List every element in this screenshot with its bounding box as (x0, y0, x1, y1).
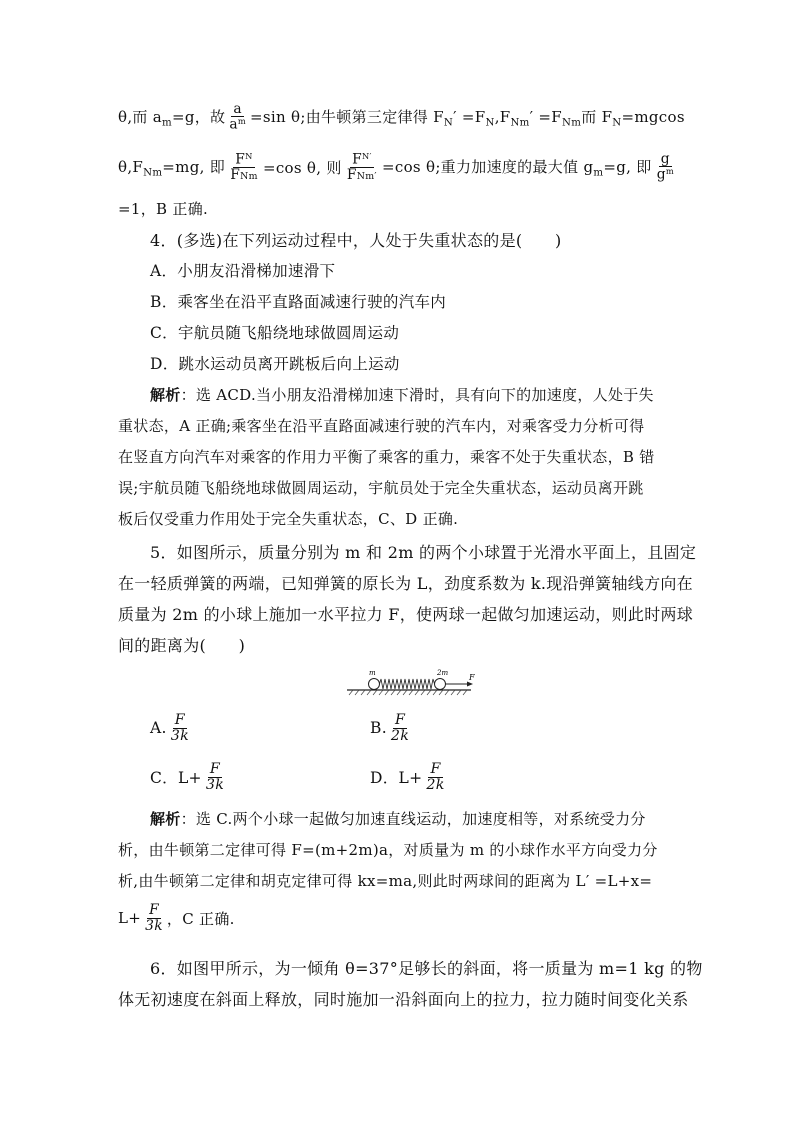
question-5-stem-line-2: 在一轻质弹簧的两端，已知弹簧的原长为 L，劲度系数为 k.现沿弹簧轴线方向在 (118, 573, 693, 593)
question-4-option-d: D．跳水运动员离开跳板后向上运动 (150, 355, 400, 373)
ground-hatching (349, 690, 467, 695)
spring (380, 679, 435, 689)
figure-label-F: F (469, 673, 475, 682)
ball-2m (435, 679, 446, 690)
question-5-explanation-line-1: 解析 ：选 C.两个小球一起做匀加速直线运动，加速度相等，对系统受力分 (150, 809, 646, 828)
question-4-option-c: C．宇航员随飞船绕地球做圆周运动 (150, 324, 400, 342)
question-4-stem: 4．(多选)在下列运动过程中，人处于失重状态的是( ) (150, 230, 562, 250)
question-5-option-b: B. $\frac{F}{2k}$ (370, 711, 410, 744)
jiexi-label: 解析 (150, 809, 181, 828)
question-5-explanation-line-4: L+ $\frac{F}{3k}$ ，C 正确. (118, 902, 235, 934)
question-5-explanation-line-3: 析,由牛顿第二定律和胡克定律可得 kx=ma,则此时两球间的距离为 L′ =L+x= (118, 871, 653, 890)
fraction-fn-prime-over-fnm-prime: $\frac{F^{N'}}{\text{FNm′}}$ (346, 150, 377, 183)
question-4-explanation-line-1: 解析 ：选 ACD.当小朋友沿滑梯加速下滑时，具有向下的加速度，人处于失 (150, 385, 654, 404)
question-6-stem-line-2: 体无初速度在斜面上释放，同时施加一沿斜面向上的拉力，拉力随时间变化关系 (118, 989, 689, 1009)
fraction-a-over-am: $\frac{a}{a^m}$ (229, 100, 247, 133)
solution-continuation-line-1: θ,而 $a_m=g$，故 $\frac{a}{a^m}$ =sin θ;由牛顿第三定律得 $F_N' =F_N,F_{Nm}' =F_{Nm}$ 而 $F_N=mgcos$ (118, 100, 685, 133)
jiexi-label: 解析 (150, 385, 181, 404)
question-4-option-b: B．乘客坐在沿平直路面减速行驶的汽车内 (150, 293, 447, 311)
force-arrowhead-icon (467, 682, 473, 687)
question-5-stem-line-4: 间的距离为( ) (118, 635, 246, 655)
question-4-explanation-line-3: 在竖直方向汽车对乘客的作用力平衡了乘客的重力，乘客不处于失重状态，B 错 (118, 447, 655, 466)
question-4-option-a: A．小朋友沿滑梯加速滑下 (150, 262, 336, 280)
question-5-explanation-line-2: 析，由牛顿第二定律可得 F=(m+2m)a，对质量为 m 的小球作水平方向受力分 (118, 840, 658, 859)
question-5-option-d: D．L+ $\frac{F}{2k}$ (370, 760, 445, 793)
figure-label-2m: 2m (437, 669, 449, 677)
fraction-g-over-gm: $\frac{g}{g^m}$ (656, 150, 674, 183)
solution-continuation-line-2: $\theta,F_{Nm}=mg$, 即 $\frac{F^N}{\text{FNm}}$ =cos θ, 则 $\frac{F^{N'}}{\text{FNm′}}$ =cos θ;重力加速度的最大值 $g_m=g$, 即 $\frac{g}{g^m}$ (118, 150, 674, 183)
figure-label-m: m (369, 669, 376, 677)
ball-m (369, 679, 380, 690)
spring-balls-figure (345, 666, 485, 700)
question-5-stem-line-3: 质量为 2m 的小球上施加一水平拉力 F，使两球一起做匀加速运动，则此时两球 (118, 604, 694, 624)
solution-continuation-line-3: =1，B 正确. (118, 199, 209, 218)
question-5-option-c: C．L+ $\frac{F}{3k}$ (150, 760, 225, 793)
question-5-stem-line-1: 5．如图所示，质量分别为 m 和 2m 的两个小球置于光滑水平面上，且固定 (150, 542, 697, 562)
question-6-stem-line-1: 6．如图甲所示，为一倾角 θ=37°足够长的斜面，将一质量为 m=1 kg 的物 (150, 958, 703, 978)
fraction-fn-over-fnm: $\frac{F^N}{\text{FNm}}$ (230, 150, 258, 183)
question-4-explanation-line-5: 板后仅受重力作用处于完全失重状态，C、D 正确. (118, 509, 459, 528)
question-4-explanation-line-2: 重状态，A 正确;乘客坐在沿平直路面减速行驶的汽车内，对乘客受力分析可得 (118, 416, 645, 435)
question-4-explanation-line-4: 误;宇航员随飞船绕地球做圆周运动，宇航员处于完全失重状态，运动员离开跳 (118, 478, 644, 497)
question-5-option-a: A. $\frac{F}{3k}$ (150, 711, 190, 744)
